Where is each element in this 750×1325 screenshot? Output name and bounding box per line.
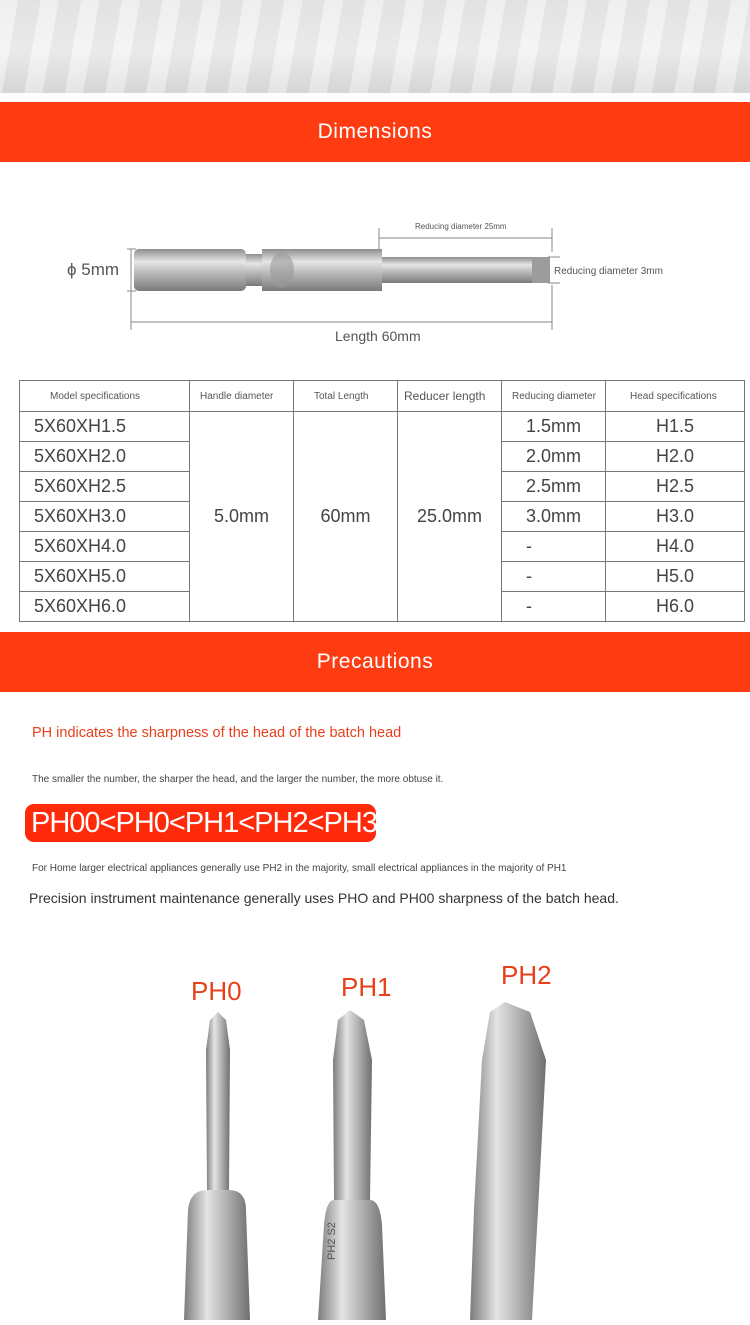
head-cell: H2.0 xyxy=(606,442,745,472)
ph1-bit xyxy=(318,1010,386,1320)
bit-dimension-diagram xyxy=(0,190,750,360)
header-handle-diameter: Handle diameter xyxy=(190,381,294,412)
bit-engraving: PH2 S2 xyxy=(326,1222,338,1260)
ph0-bit xyxy=(184,1012,250,1320)
ph-headline: PH indicates the sharpness of the head of the batch head xyxy=(32,725,402,741)
model-cell: 5X60XH2.5 xyxy=(20,472,190,502)
reducing-cell: - xyxy=(502,562,606,592)
ph2-label: PH2 xyxy=(501,960,552,990)
head-cell: H2.5 xyxy=(606,472,745,502)
bit-handle xyxy=(134,249,246,291)
model-cell: 5X60XH2.0 xyxy=(20,442,190,472)
dimensions-title: Dimensions xyxy=(317,120,433,143)
reducing-diameter-label: Reducing diameter 3mm xyxy=(554,266,663,277)
bit-groove xyxy=(246,254,262,286)
total-length-cell: 60mm xyxy=(294,412,398,622)
precautions-banner xyxy=(0,632,750,692)
reducer-length-cell: 25.0mm xyxy=(398,412,502,622)
ph0-label: PH0 xyxy=(191,976,242,1006)
appliance-note: For Home larger electrical appliances generally use PH2 in the majority, small electrical appliances in the majority of PH1 xyxy=(32,863,567,874)
ph-scale-badge xyxy=(25,804,376,842)
ph-scale-text: PH00<PH0<PH1<PH2<PH3 xyxy=(31,806,377,839)
header-reducer-length: Reducer length xyxy=(398,381,502,412)
sharpness-note: The smaller the number, the sharper the head, and the larger the number, the more obtuse it. xyxy=(32,774,444,785)
top-product-photo xyxy=(0,0,750,93)
model-cell: 5X60XH3.0 xyxy=(20,502,190,532)
head-cell: H3.0 xyxy=(606,502,745,532)
header-model: Model specifications xyxy=(20,381,190,412)
reducing-cell: 2.5mm xyxy=(502,472,606,502)
header-reducing-diameter: Reducing diameter xyxy=(502,381,606,412)
reducing-cell: 2.0mm xyxy=(502,442,606,472)
reducing-length-label: Reducing diameter 25mm xyxy=(415,222,507,231)
reducing-cell: 3.0mm xyxy=(502,502,606,532)
model-cell: 5X60XH6.0 xyxy=(20,592,190,622)
dimensions-banner xyxy=(0,102,750,162)
precision-note: Precision instrument maintenance generally uses PHO and PH00 sharpness of the batch head. xyxy=(29,890,619,906)
model-cell: 5X60XH5.0 xyxy=(20,562,190,592)
model-cell: 5X60XH4.0 xyxy=(20,532,190,562)
handle-diameter-label: ϕ 5mm xyxy=(67,260,120,279)
total-length-label: Length 60mm xyxy=(335,328,421,344)
table-row xyxy=(20,412,745,442)
bit-tip xyxy=(532,257,550,283)
reducing-cell: 1.5mm xyxy=(502,412,606,442)
reducing-cell: - xyxy=(502,592,606,622)
header-head-spec: Head specifications xyxy=(606,381,745,412)
handle-diameter-cell: 5.0mm xyxy=(190,412,294,622)
head-cell: H1.5 xyxy=(606,412,745,442)
precautions-title: Precautions xyxy=(316,650,434,673)
ph1-label: PH1 xyxy=(341,972,392,1002)
ph2-bit xyxy=(470,1002,546,1320)
reducing-cell: - xyxy=(502,532,606,562)
bit-reducer xyxy=(382,257,550,283)
bit-tips-drawing xyxy=(0,950,750,1320)
table-header-row xyxy=(20,381,745,412)
head-cell: H4.0 xyxy=(606,532,745,562)
head-cell: H6.0 xyxy=(606,592,745,622)
bit-tips-photo xyxy=(0,950,750,1320)
spec-table xyxy=(19,380,745,622)
header-total-length: Total Length xyxy=(294,381,398,412)
head-cell: H5.0 xyxy=(606,562,745,592)
model-cell: 5X60XH1.5 xyxy=(20,412,190,442)
